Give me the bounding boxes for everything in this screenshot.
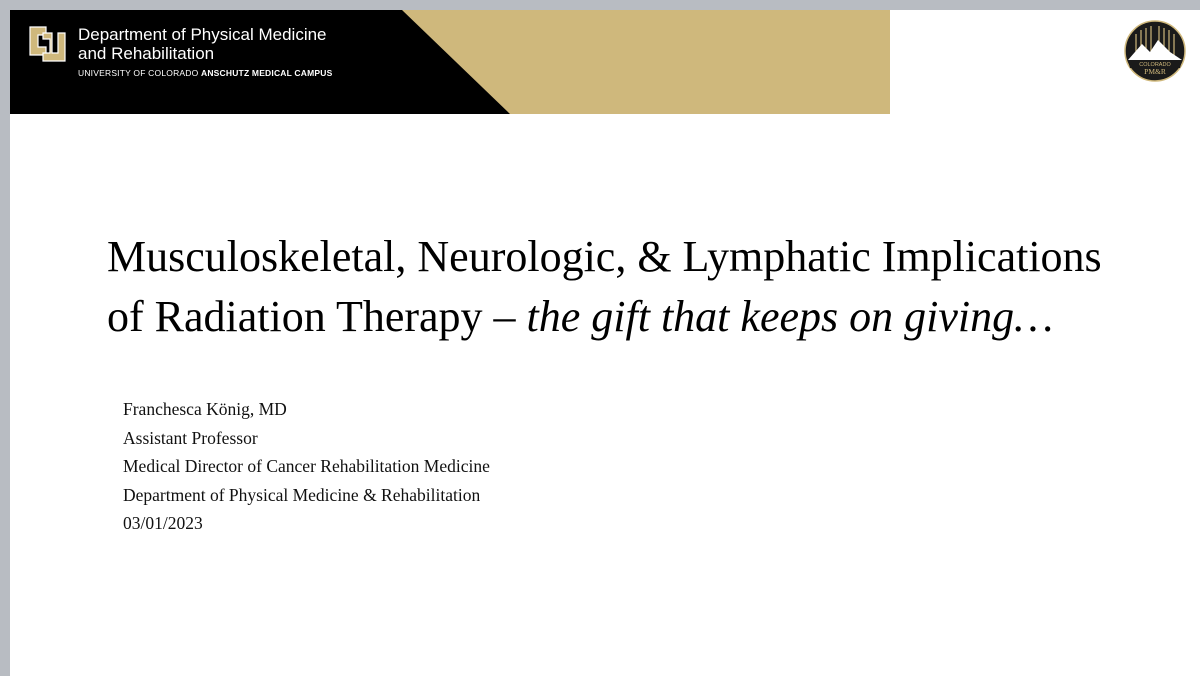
presenter-info	[123, 395, 490, 538]
presenter-department: Department of Physical Medicine & Rehabilitation	[123, 484, 481, 505]
presenter-name: Franchesca König, MD	[123, 399, 287, 419]
badge-text-bottom: PM&R	[1144, 67, 1166, 76]
slide-title	[107, 227, 1107, 347]
cu-logo-icon	[26, 23, 68, 65]
presenter-position: Medical Director of Cancer Rehabilitation Medicine	[123, 456, 490, 476]
header-banner	[10, 10, 890, 114]
slide-title-italic: the gift that keeps on giving…	[526, 292, 1054, 341]
campus-name	[78, 68, 332, 78]
presentation-date: 03/01/2023	[123, 513, 203, 533]
campus-bold: ANSCHUTZ MEDICAL CAMPUS	[201, 68, 333, 78]
badge-text-top: COLORADO	[1139, 62, 1171, 68]
campus-prefix: UNIVERSITY OF COLORADO	[78, 68, 199, 78]
presenter-role: Assistant Professor	[123, 427, 258, 448]
slide-title-regular: Musculoskeletal, Neurologic, & Lymphatic Implications of Radiation Therapy –	[107, 232, 1102, 341]
department-name-line1: Department of Physical Medicine	[78, 25, 327, 44]
slide	[10, 10, 1200, 676]
colorado-pmr-badge-icon	[1124, 20, 1186, 82]
department-name-line2: and Rehabilitation	[78, 44, 215, 63]
